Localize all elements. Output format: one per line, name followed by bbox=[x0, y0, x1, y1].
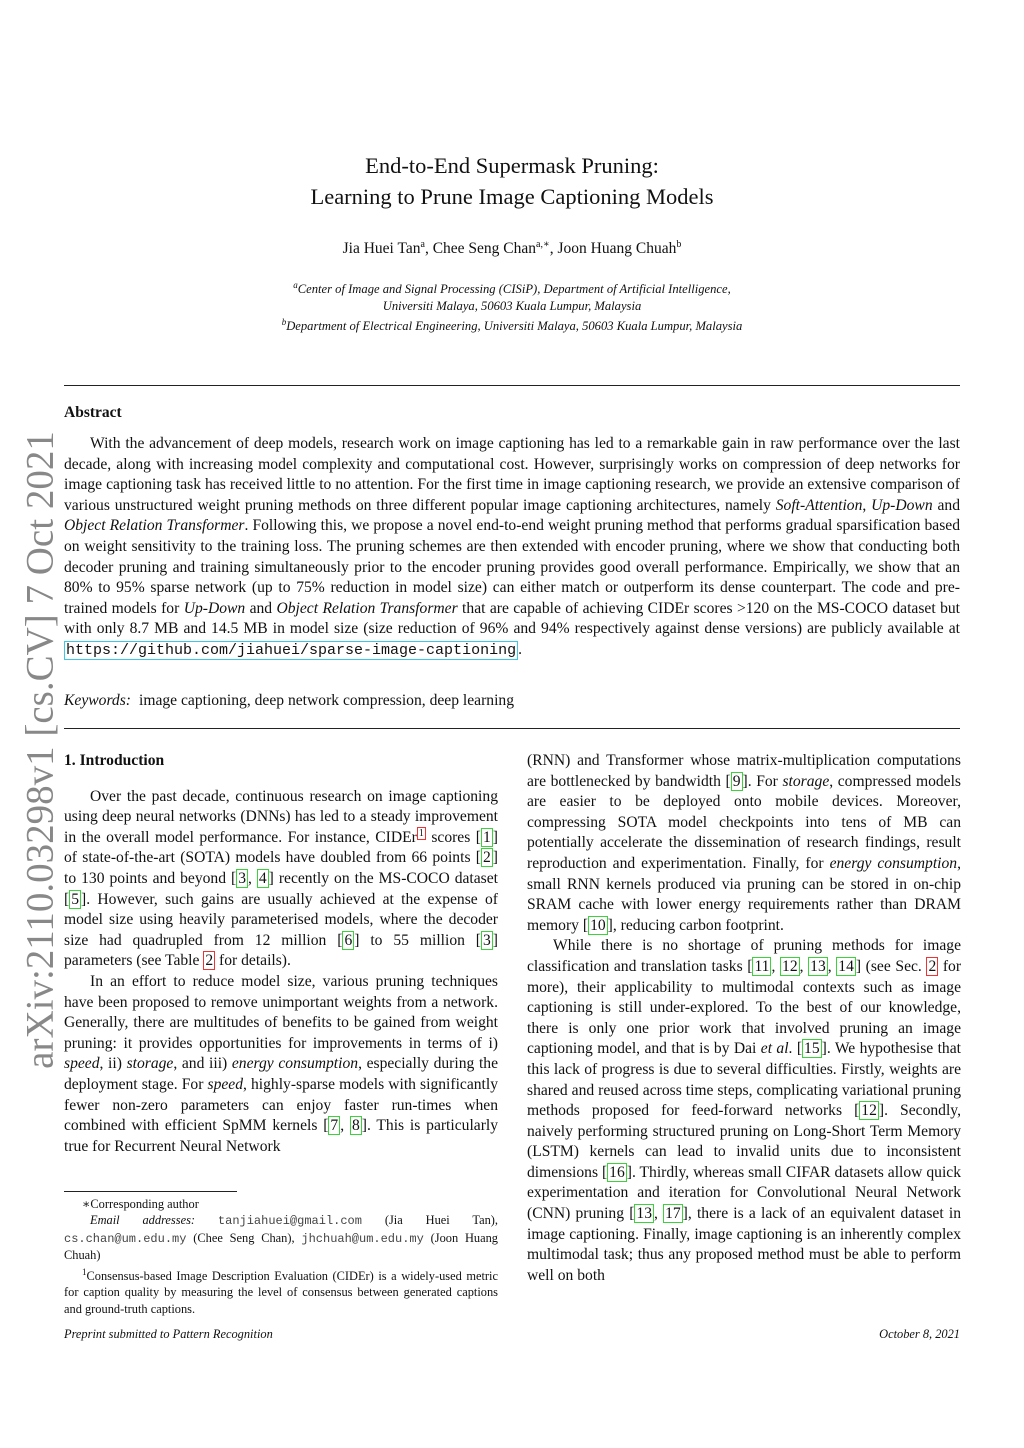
citation-link[interactable]: 9 bbox=[732, 772, 741, 790]
paragraph: In an effort to reduce model size, various pruning techniques have been proposed to remove unimportant weights from a network. Generally, there are multitudes of benefits to be gained from weight pruning: it provides opportunities for improvements in terms of i) speed, ii) storage, and iii) energy consumption, especially during the deployment stage. For speed, highly-sparse models with significantly fewer non-zero parameters can enjoy faster run-times when combined with efficient SpMM kernels [ 7 , 8 ]. This is particularly true for Recurrent Neural Network bbox=[64, 972, 499, 1155]
author-affil-mark: a,∗ bbox=[536, 239, 550, 250]
paper-title bbox=[0, 150, 1024, 212]
affiliation-line bbox=[0, 298, 1024, 315]
citation-link[interactable]: 1 bbox=[482, 828, 491, 846]
citation-link[interactable]: 10 bbox=[590, 916, 606, 934]
citation-link[interactable]: 11 bbox=[754, 957, 770, 975]
footer-venue: Preprint submitted to Pattern Recognition bbox=[64, 1327, 273, 1341]
citation-link[interactable]: 13 bbox=[636, 1205, 652, 1223]
citation-link[interactable]: 12 bbox=[782, 957, 798, 975]
affil-text: Universiti Malaya, 50603 Kuala Lumpur, Malaysia bbox=[382, 298, 642, 313]
cross-reference-link[interactable]: 2 bbox=[928, 957, 937, 975]
citation-link[interactable]: 8 bbox=[351, 1117, 360, 1135]
affiliations bbox=[0, 277, 1024, 335]
emphasis: energy consumption bbox=[829, 854, 958, 872]
code-repo-link[interactable]: https://github.com/jiahuei/sparse-image-captioning bbox=[66, 641, 517, 659]
affil-mark: a bbox=[293, 280, 298, 290]
emphasis: Soft-Attention bbox=[775, 496, 863, 514]
citation-link[interactable]: 17 bbox=[665, 1205, 681, 1223]
keywords-label: Keywords: bbox=[64, 692, 131, 709]
email-owner: (Joon Huang Chuah) bbox=[64, 1230, 498, 1263]
footnotes bbox=[64, 1196, 498, 1317]
citation-link[interactable]: 2 bbox=[483, 849, 491, 867]
email-link[interactable]: tanjiahuei@gmail.com bbox=[217, 1214, 362, 1229]
email-label: Email addresses: bbox=[90, 1213, 196, 1228]
citation-link[interactable]: 5 bbox=[71, 890, 79, 908]
cross-reference-link[interactable]: 2 bbox=[205, 952, 214, 970]
footnote-1 bbox=[64, 1264, 498, 1317]
section-heading-introduction: 1. Introduction bbox=[64, 752, 165, 769]
affil-mark: b bbox=[281, 317, 287, 328]
footnote-rule bbox=[64, 1191, 237, 1192]
emphasis: storage bbox=[782, 772, 830, 790]
citation-link[interactable]: 12 bbox=[861, 1102, 877, 1120]
paragraph: Over the past decade, continuous research on image captioning using deep neural networks (DNNs) has led to a steady improvement in the overall model performance. For instance, CIDEr $^1$ scores [ 1 ] of state-of-the-art (SOTA) models have doubled from 66 points [ 2 ] to 130 points and beyond [ 3 , 4 ] recently on the MS-COCO dataset [ 5 ]. However, such gains are usually achieved at the expense of model size using heavily parameterised models, where the decoder size had quadrupled from 12 million [ 6 ] to 55 million [ 3 ] parameters (see Table 2 for details). bbox=[64, 787, 498, 970]
citation-link[interactable]: 4 bbox=[258, 869, 267, 887]
citation-link[interactable]: 6 bbox=[344, 931, 353, 949]
author-affil-mark: a bbox=[420, 239, 425, 250]
corresponding-author-note: ∗Corresponding author bbox=[82, 1197, 199, 1211]
left-column bbox=[64, 751, 498, 1157]
affiliation-line bbox=[0, 277, 1024, 298]
paragraph: (RNN) and Transformer whose matrix-multiplication computations are bottlenecked by bandwidth [ 9 ]. For storage, compressed models are easier to be deployed onto mobile devices. Moreover, compressing SOTA model checkpoints into tens of MB can potentially accelerate the dissemination of research findings, result reproduction and experimentation. Finally, for energy consumption, small RNN kernels produced via pruning can be stored in on-chip SRAM cache with lower energy requirements rather than DRAM memory [ 10 ], reducing carbon footprint. bbox=[527, 752, 961, 934]
citation-link[interactable]: 16 bbox=[609, 1163, 625, 1181]
emphasis: et al bbox=[760, 1040, 789, 1058]
email-link[interactable]: jhchuah@um.edu.my bbox=[301, 1231, 424, 1246]
author-name: Joon Huang Chuah bbox=[557, 240, 677, 258]
title-line-2: Learning to Prune Image Captioning Models bbox=[310, 184, 714, 209]
emphasis: energy consumption bbox=[231, 1055, 359, 1073]
email-owner: (Chee Seng Chan), bbox=[186, 1230, 302, 1245]
keywords bbox=[64, 692, 514, 710]
footnote-text: Consensus-based Image Description Evaluation (CIDEr) is a widely-used metric for caption quality by measuring the level of consensus between generated captions and ground-truth captions. bbox=[64, 1268, 498, 1316]
author-affil-mark: b bbox=[676, 239, 682, 250]
paragraph: While there is no shortage of pruning methods for image classification and translation tasks [ 11 , 12 , 13 , 14 ] (see Sec. 2 for more), their applicability to multimodal contexts such as image captioning is still under-explored. To the best of our knowledge, there is only one prior work that involved pruning an image captioning model, and that is by Dai et al. [ 15 ]. We hypothesise that this lack of progress is due to several difficulties. Firstly, weights are shared and reused across time steps, complicating variational pruning methods proposed for feed-forward networks [ 12 ]. Secondly, naively performing structured pruning on Long-Short Term Memory (LSTM) kernels can lead to invalid units due to inconsistent dimensions [ 16 ]. Thirdly, whereas small CIFAR datasets allow quick experimentation and iteration for Convolutional Neural Network (CNN) pruning [ 13 , 17 ], there is a lack of an equivalent dataset in image captioning. Finally, image captioning is an inherently complex multimodal task; thus any proposed method must be able to perform well on both bbox=[527, 937, 962, 1284]
author-list: Jia Huei Tan$^a$, Chee Seng Chan$^{a,∗}$, Joon Huang Chuah$^b$ bbox=[342, 239, 682, 258]
emphasis: Up-Down bbox=[871, 496, 933, 514]
abstract-body bbox=[64, 434, 960, 662]
right-column bbox=[527, 751, 961, 1286]
keywords-text: image captioning, deep network compression, deep learning bbox=[139, 692, 514, 709]
footer-date: October 8, 2021 bbox=[879, 1327, 960, 1341]
citation-link[interactable]: 14 bbox=[838, 957, 854, 975]
emphasis: storage bbox=[126, 1055, 174, 1073]
author-name: Jia Huei Tan bbox=[342, 240, 421, 258]
emphasis: speed bbox=[64, 1055, 100, 1073]
citation-link[interactable]: 13 bbox=[810, 957, 826, 975]
footnote-link[interactable]: 1 bbox=[418, 827, 424, 839]
affil-text: Center of Image and Signal Processing (CISiP), Department of Artificial Intelligence, bbox=[297, 282, 731, 297]
footnote-mark: 1 bbox=[82, 1266, 87, 1277]
arxiv-identifier: arXiv:2110.03298v1 [cs.CV] 7 Oct 2021 bbox=[18, 431, 62, 1069]
citation-link[interactable]: 3 bbox=[483, 931, 491, 949]
emphasis: Object Relation Transformer bbox=[64, 517, 245, 535]
abstract-heading: Abstract bbox=[64, 404, 122, 421]
email-owner: (Jia Huei Tan), bbox=[361, 1213, 498, 1228]
divider-top bbox=[64, 385, 960, 386]
affil-text: Department of Electrical Engineering, Universiti Malaya, 50603 Kuala Lumpur, Malaysia bbox=[286, 319, 743, 334]
abstract-end: . bbox=[518, 640, 522, 658]
citation-link[interactable]: 15 bbox=[804, 1040, 820, 1058]
emphasis: speed bbox=[207, 1075, 244, 1093]
divider-bottom bbox=[64, 728, 960, 729]
affiliation-line bbox=[0, 314, 1024, 335]
email-link[interactable]: cs.chan@um.edu.my bbox=[64, 1231, 187, 1246]
citation-link[interactable]: 7 bbox=[330, 1117, 339, 1135]
author-name: Chee Seng Chan bbox=[432, 240, 537, 258]
emphasis: Object Relation Transformer bbox=[276, 599, 458, 617]
citation-link[interactable]: 3 bbox=[238, 869, 246, 887]
abstract-text: With the advancement of deep models, research work on image captioning has led to a remarkable gain in raw performance over the last decade, along with increasing model complexity and computational cost. However, surprisingly works on compression of deep networks for image captioning task has received little to no attention. For the first time in image captioning research, we provide an extensive comparison of various unstructured weight pruning methods on three different popular image captioning architectures, namely Soft-Attention, Up-Down and Object Relation Transformer. Following this, we propose a novel end-to-end weight pruning method that performs gradual sparsification based on weight sensitivity to the training loss. The pruning schemes are then extended with encoder pruning, where we show that conducting both decoder pruning and training simultaneously prior to the encoder pruning provides good overall performance. Empirically, we show that an 80% to 95% sparse network (up to 75% reduction in model size) can either match or outperform its dense counterpart. The code and pre-trained models for Up-Down and Object Relation Transformer that are capable of achieving CIDEr scores >120 on the MS-COCO dataset but with only 8.7 MB and 14.5 MB in model size (size reduction of 96% and 94% respectively against dense versions) are publicly available at bbox=[64, 435, 960, 638]
title-line-1: End-to-End Supermask Pruning: bbox=[365, 153, 659, 178]
email-note bbox=[64, 1212, 498, 1263]
emphasis: Up-Down bbox=[183, 599, 246, 617]
